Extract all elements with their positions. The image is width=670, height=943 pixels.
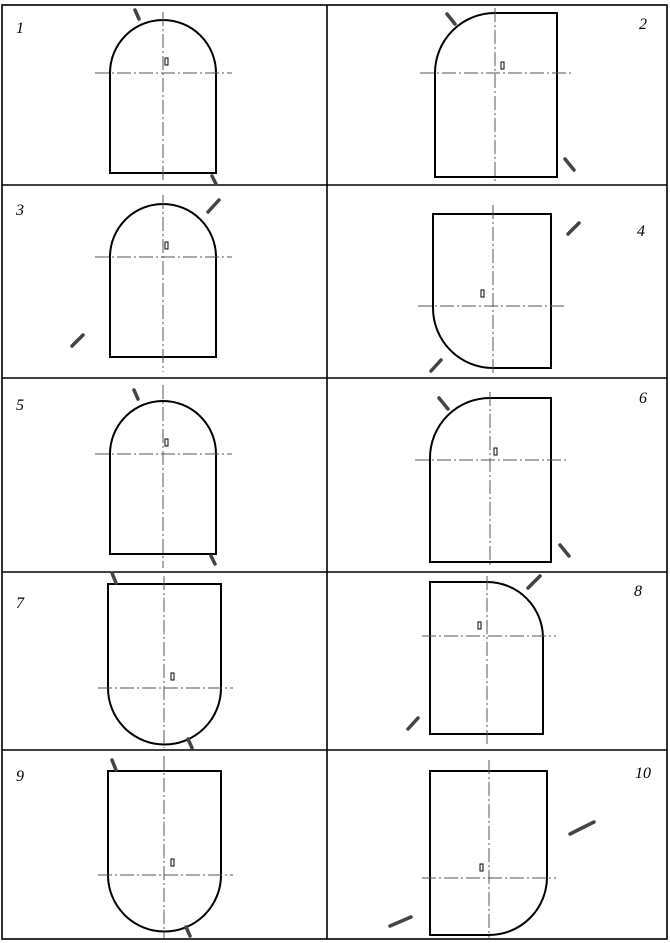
centerlines [95,385,232,568]
rounded-outline [433,214,551,368]
section-markers [134,390,215,564]
section-markers [447,14,574,170]
center-mark [481,290,484,297]
panel-9 [16,756,233,938]
section-markers [408,576,540,729]
panel-number: 2 [639,16,647,33]
center-mark [478,622,481,629]
panel-6 [415,390,647,568]
section-markers [431,223,579,371]
panel-8 [408,576,642,746]
centerlines [422,576,556,746]
centerlines [420,8,572,184]
panel-1 [16,10,232,184]
panel-number: 5 [16,397,24,414]
section-markers [390,822,594,926]
center-mark [165,439,168,446]
centerlines [95,12,232,182]
outer-border [2,5,667,939]
section-markers [439,398,569,556]
panel-number: 8 [634,583,642,600]
panel-2 [420,8,647,184]
panel-number: 7 [16,595,24,612]
panel-4 [418,205,645,374]
panel-10 [390,760,651,938]
panel-number: 9 [16,768,24,785]
centerlines [418,205,565,374]
panel-3 [15,195,232,372]
section-markers [135,10,216,184]
rounded-outline [435,13,557,177]
section-markers [112,760,190,936]
centerlines [95,195,232,372]
centerlines [415,392,566,568]
center-mark [494,448,497,455]
center-mark [165,242,168,249]
centerlines [98,756,233,938]
panel-number: 4 [637,223,645,240]
panel-number: 1 [16,20,24,37]
panel-5 [16,385,232,568]
grid-frame [2,5,667,939]
center-mark [165,58,168,65]
panel-7 [16,573,233,748]
center-mark [501,62,504,69]
center-mark [480,864,483,871]
section-markers [72,200,219,346]
panel-number: 3 [16,202,24,219]
panel-number: 6 [639,390,647,407]
center-mark [171,859,174,866]
section-markers [112,573,192,748]
center-mark [171,673,174,680]
panel-number: 10 [635,765,651,782]
